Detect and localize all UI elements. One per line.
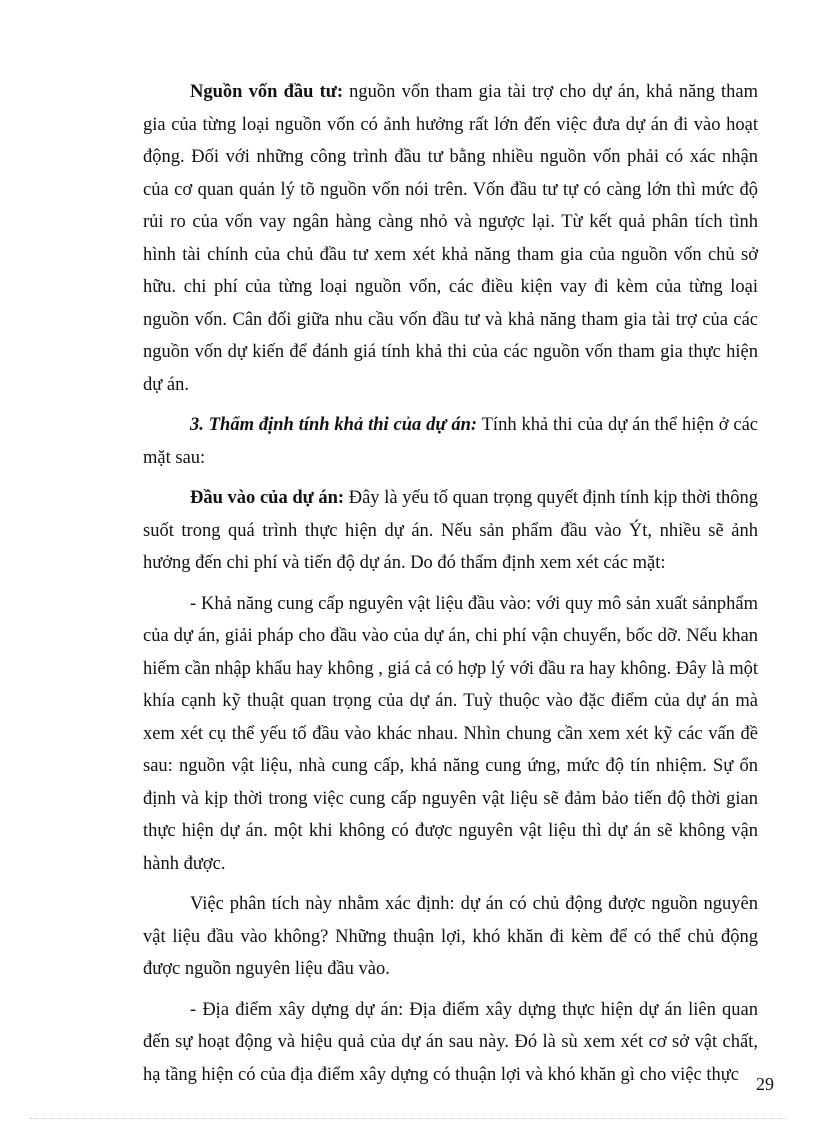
document-page bbox=[143, 76, 758, 1099]
paragraph-text: Đây là yếu tố quan trọng quyết định tính kịp thời thông suốt trong quá trình thực hiện dự án. Nếu sản phẩm đầu vào Ýt, nhiều sẽ ảnh hưởng đến chi phí và tiến độ dự án. Do đó thẩm định xem xét các mặt: bbox=[143, 488, 758, 573]
paragraph-text: - Khả năng cung cấp nguyên vật liệu đầu vào: với quy mô sản xuất sảnphẩm của dự án, giải pháp cho đầu vào của dự án, chi phí vận chuyển, bốc dỡ. Nếu khan hiếm cần nhập khẩu hay không , giá cả có hợp lý với đầu ra hay không. Đây là một khía cạnh kỹ thuật quan trọng của dự án. Tuỳ thuộc vào đặc điểm của dự án mà xem xét cụ thể yếu tố đầu vào khác nhau. Nhìn chung cần xem xét kỹ các vấn đề sau: nguồn vật liệu, nhà cung cấp, khả năng cung ứng, mức độ tín nhiệm. Sự ổn định và kịp thời trong việc cung cấp nguyên vật liệu sẽ đảm bảo tiến độ thời gian thực hiện dự án. một khi không có được nguyên vật liệu thì dự án sẽ không vận hành được. bbox=[143, 593, 758, 874]
paragraph-text: Việc phân tích này nhằm xác định: dự án có chủ động được nguồn nguyên vật liệu đầu vào không? Những thuận lợi, khó khăn đi kèm để có thể chủ động được nguồn nguyên liệu đầu vào. bbox=[143, 894, 758, 979]
page-number: 29 bbox=[756, 1074, 774, 1094]
paragraph-text: nguồn vốn tham gia tài trợ cho dự án, khả năng tham gia của từng loại nguồn vốn có ảnh hưởng rất lớn đến việc đưa dự án đi vào hoạt động. Đối với những công trình đầu tư bằng nhiều nguồn vốn phải có xác nhận của cơ quan quản lý tõ nguồn vốn nói trên. Vốn đầu tư tự có càng lớn thì mức độ rủi ro của vốn vay ngân hàng càng nhỏ và ngược lại. Từ kết quả phân tích tình hình tài chính của chủ đầu tư xem xét khả năng tham gia của nguồn vốn chủ sở hữu. chi phí của từng loại nguồn vốn, các điều kiện vay đi kèm của từng loại nguồn vốn. Cân đối giữa nhu cầu vốn đầu tư và khả năng tham gia tài trợ của các nguồn vốn dự kiến để đánh giá tính khả thi của các nguồn vốn tham gia thực hiện dự án. bbox=[143, 82, 758, 395]
paragraph-analysis-purpose bbox=[143, 888, 758, 986]
paragraph-lead: Nguồn vốn đầu tư: bbox=[190, 82, 343, 102]
paragraph-project-inputs bbox=[143, 482, 758, 580]
paragraph-feasibility-heading bbox=[143, 409, 758, 474]
paragraph-material-supply bbox=[143, 588, 758, 881]
paragraph-investment-capital bbox=[143, 76, 758, 401]
paragraph-lead: Đầu vào của dự án: bbox=[190, 488, 345, 508]
paragraph-text: Tính khả thi của dự án thể hiện ở các mặt sau: bbox=[143, 415, 758, 468]
paragraph-construction-site bbox=[143, 994, 758, 1092]
paragraph-text: - Địa điểm xây dựng dự án: Địa điểm xây dựng thực hiện dự án liên quan đến sự hoạt động và hiệu quả của dự án sau này. Đó là sù xem xét cơ sở vật chất, hạ tầng hiện có của địa điểm xây dựng có thuận lợi và khó khăn gì cho việc thực bbox=[143, 999, 758, 1085]
page-bottom-divider bbox=[30, 1118, 786, 1119]
section-heading: 3. Thẩm định tính khả thi của dự án: bbox=[190, 415, 478, 435]
